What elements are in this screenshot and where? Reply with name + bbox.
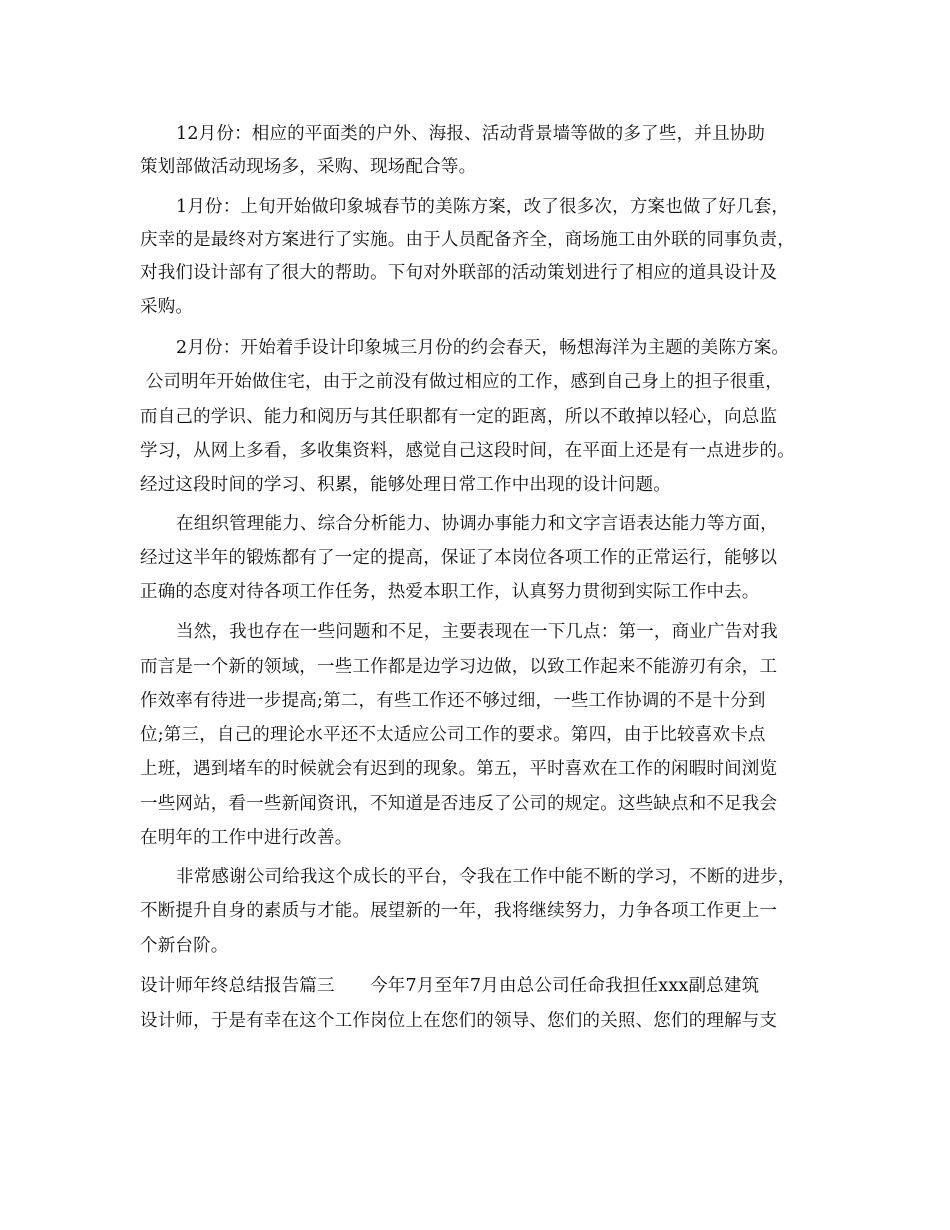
text-line: 正确的态度对待各项工作任务，热爱本职工作，认真努力贯彻到实际工作中去。 — [140, 582, 760, 602]
text-line: 1月份：上旬开始做印象城春节的美陈方案，改了很多次，方案也做了好几套， — [176, 197, 790, 217]
text-line: 一些网站，看一些新闻资讯，不知道是否违反了公司的规定。这些缺点和不足我会 — [140, 794, 778, 814]
text-line: 非常感谢公司给我这个成长的平台，令我在工作中能不断的学习，不断的进步， — [176, 867, 796, 887]
text-line: 在明年的工作中进行改善。 — [140, 828, 353, 848]
text-line: 2月份：开始着手设计印象城三月份的约会春天，畅想海洋为主题的美陈方案。 — [176, 338, 790, 358]
text-line: 不断提升自身的素质与才能。展望新的一年，我将继续努力，力争各项工作更上一 — [140, 901, 778, 921]
text-line: 设计师，于是有幸在这个工作岗位上在您们的领导、您们的关照、您们的理解与支 — [140, 1011, 778, 1031]
text-line: 对我们设计部有了很大的帮助。下旬对外联部的活动策划进行了相应的道具设计及 — [140, 263, 778, 283]
text-line: 而言是一个新的领域，一些工作都是边学习边做，以致工作起来不能游刃有余，工 — [140, 657, 778, 677]
text-line: 个新台阶。 — [140, 936, 229, 956]
text-line: 经过这段时间的学习、积累，能够处理日常工作中出现的设计问题。 — [140, 475, 671, 495]
text-line: 庆幸的是最终对方案进行了实施。由于人员配备齐全，商场施工由外联的同事负责， — [140, 230, 795, 250]
text-line: 公司明年开始做住宅，由于之前没有做过相应的工作，感到自己身上的担子很重， — [140, 372, 783, 392]
text-line: 经过这半年的锻炼都有了一定的提高，保证了本岗位各项工作的正常运行，能够以 — [140, 548, 778, 568]
text-line: 在组织管理能力、综合分析能力、协调办事能力和文字言语表达能力等方面， — [176, 514, 778, 534]
text-line: 当然，我也存在一些问题和不足，主要表现在一下几点：第一，商业广告对我 — [176, 622, 778, 642]
text-line: 位;第三，自己的理论水平还不太适应公司工作的要求。第四，由于比较喜欢卡点 — [140, 725, 766, 745]
text-line: 12月份：相应的平面类的户外、海报、活动背景墙等做的多了些，并且协助 — [176, 124, 766, 144]
text-line: 策划部做活动现场多，采购、现场配合等。 — [140, 157, 477, 177]
text-line: 学习，从网上多看，多收集资料，感觉自己这段时间，在平面上还是有一点进步的。 — [140, 441, 795, 461]
text-line: 采购。 — [140, 297, 194, 317]
text-line: 作效率有待进一步提高;第二，有些工作还不够过细，一些工作协调的不是十分到 — [140, 691, 766, 711]
text-line: 设计师年终总结报告篇三 今年7月至年7月由总公司任命我担任xxx副总建筑 — [140, 976, 760, 996]
text-line: 上班，遇到堵车的时候就会有迟到的现象。第五，平时喜欢在工作的闲暇时间浏览 — [140, 759, 778, 779]
text-line: 而自己的学识、能力和阅历与其任职都有一定的距离，所以不敢掉以轻心，向总监 — [140, 407, 778, 427]
